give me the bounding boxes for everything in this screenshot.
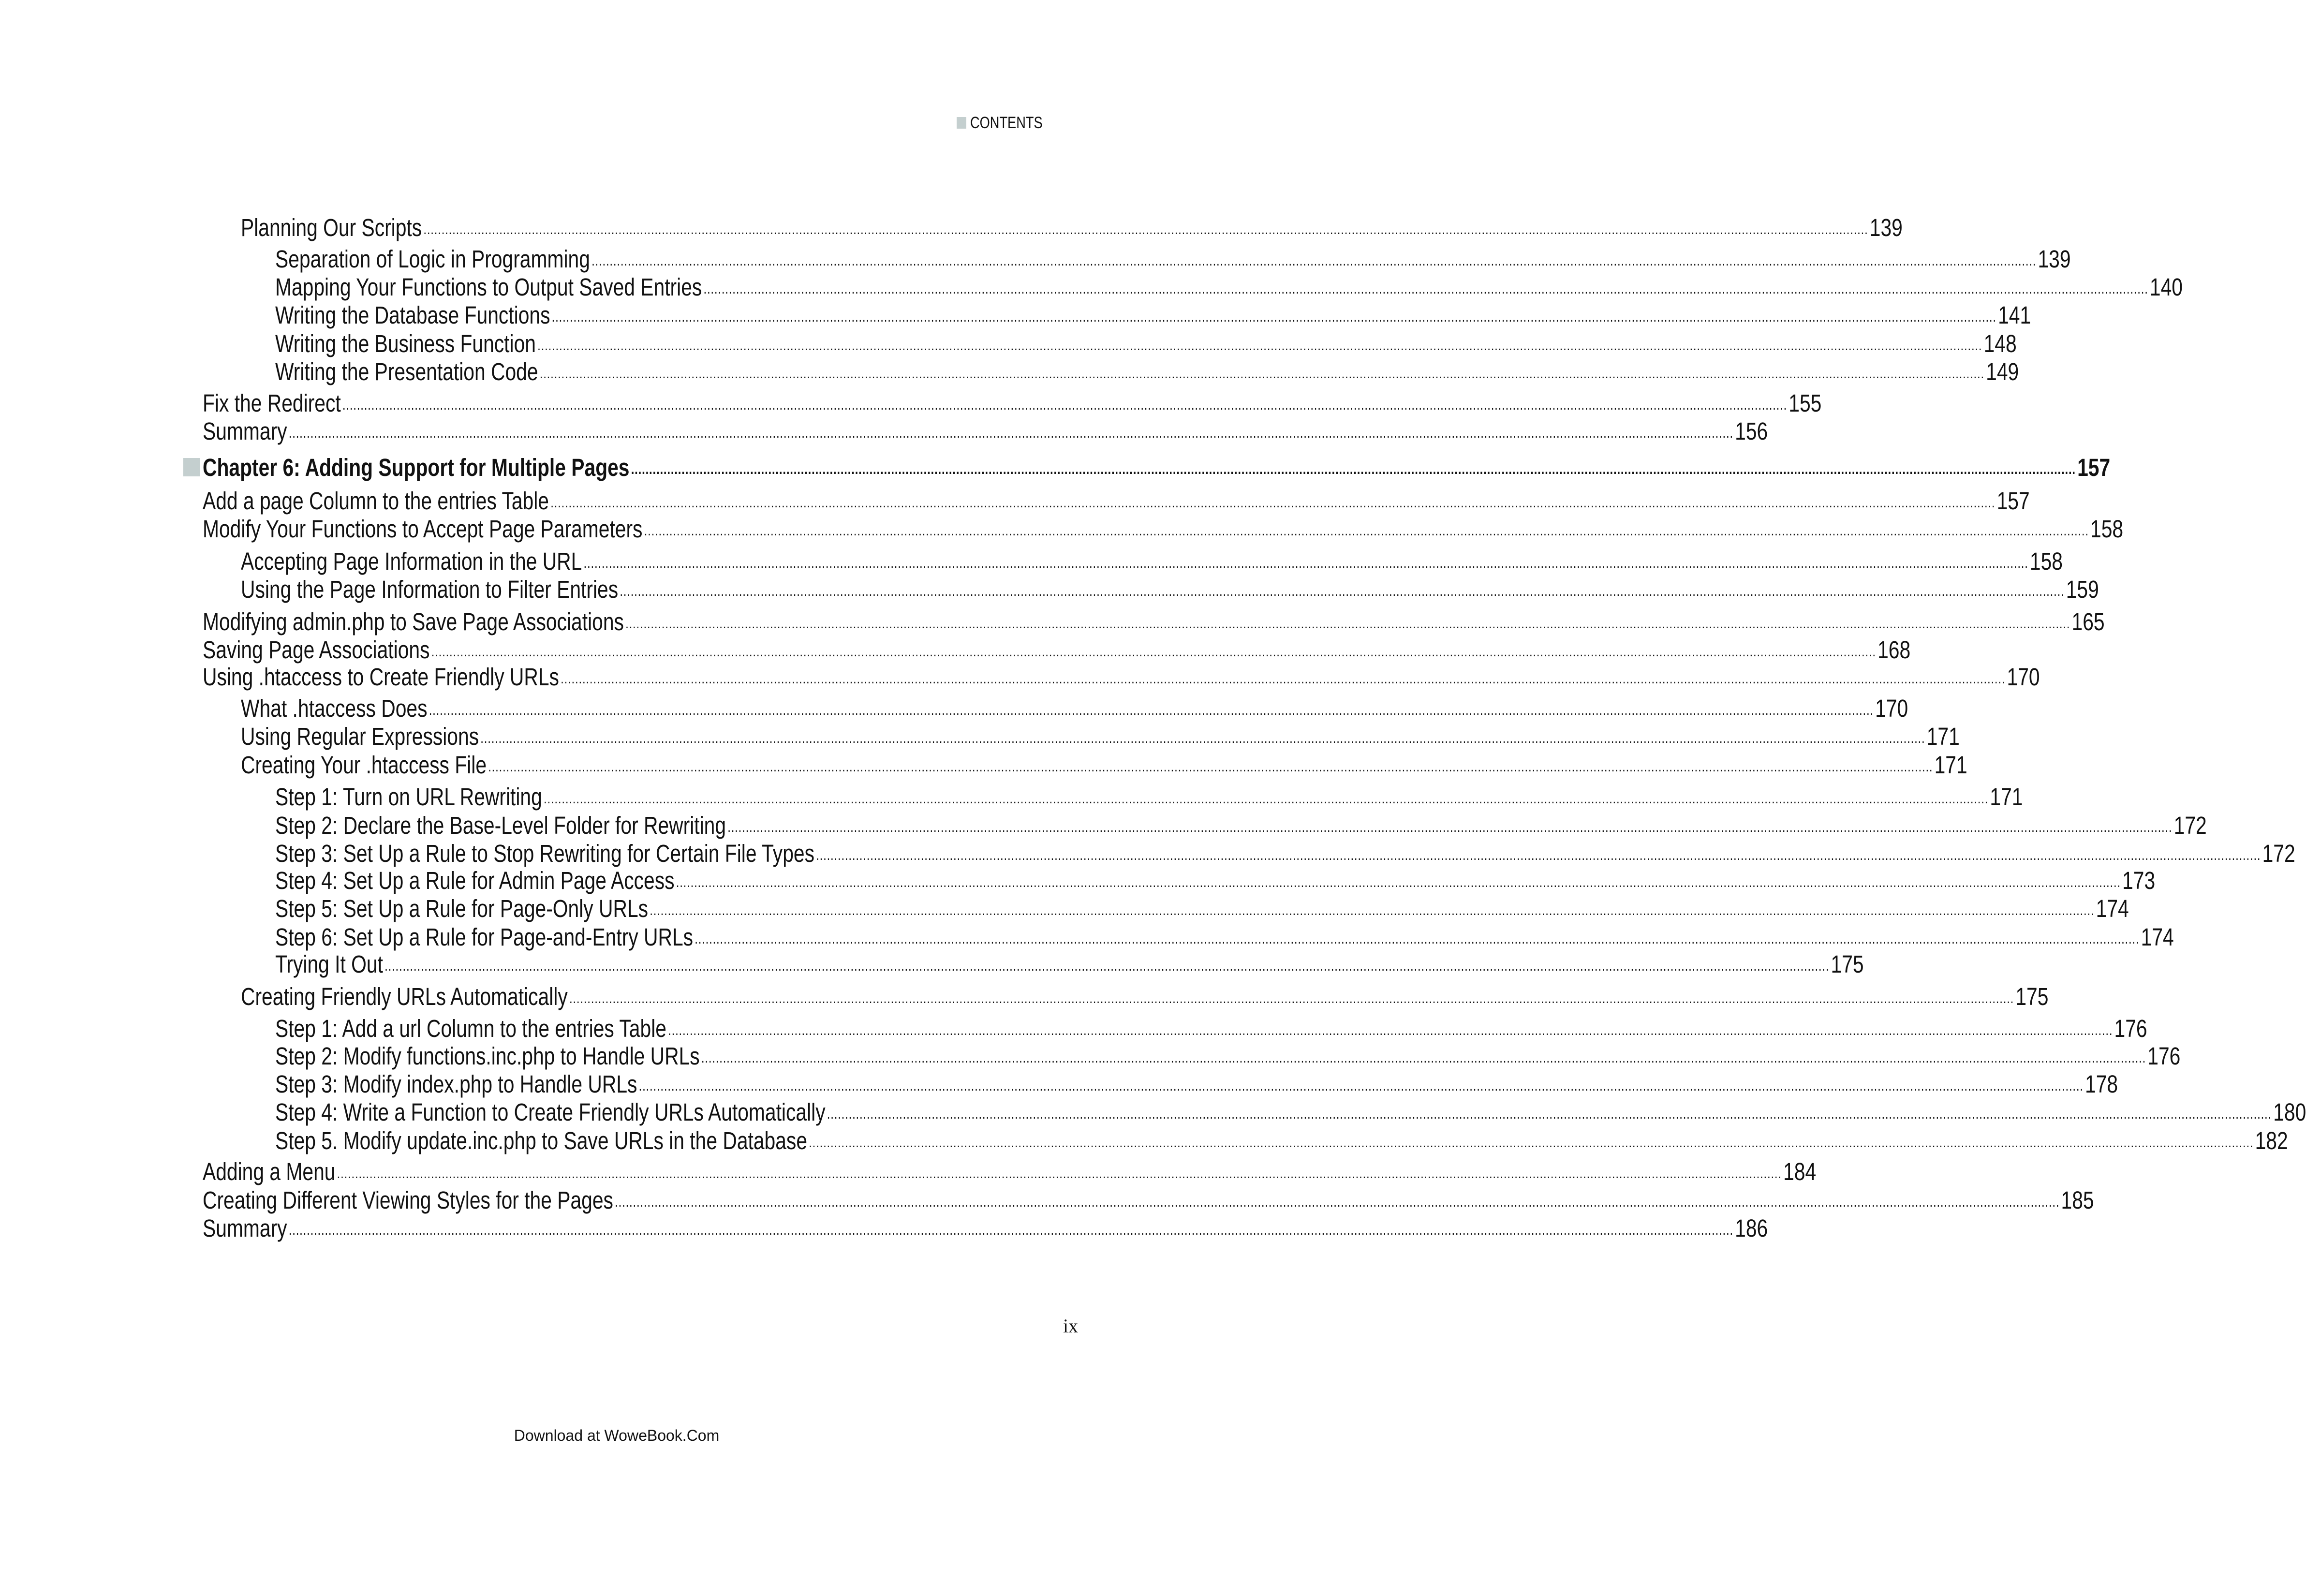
toc-entry[interactable] [203,607,2105,636]
toc-entry[interactable] [241,213,1903,242]
dot-leader: ................................................................................................................................................................................................................................................................................................................................................................................................................ [539,366,1984,382]
toc-entry-page: 159 [2066,576,2099,603]
dot-leader: ................................................................................................................................................................................................................................................................................................................................................................................................................ [288,1222,1733,1238]
running-title: CONTENTS [970,113,1043,132]
toc-entry-line [203,453,2111,482]
dot-leader: ................................................................................................................................................................................................................................................................................................................................................................................................................ [561,671,2006,687]
dot-leader: ................................................................................................................................................................................................................................................................................................................................................................................................................ [625,616,2070,632]
dot-leader: ................................................................................................................................................................................................................................................................................................................................................................................................................ [288,425,1733,441]
toc-entry[interactable] [241,547,2063,576]
toc-entry-line [203,515,2124,544]
toc-entry[interactable] [241,575,2099,604]
toc-entry-title: Add a page Column to the entries Table [203,487,549,515]
toc-entry[interactable] [203,389,1822,418]
chapter-entry[interactable] [203,453,2111,482]
toc-entry[interactable] [275,1126,2288,1155]
toc-entry-page: 172 [2262,840,2295,867]
toc-entry-line [203,607,2105,636]
toc-entry-page: 141 [1998,301,2031,329]
toc-entry-title: Step 1: Add a url Column to the entries Table [275,1015,666,1042]
toc-entry-page: 174 [2096,895,2129,922]
toc-entry[interactable] [203,417,1768,446]
toc-entry[interactable] [275,273,2183,302]
toc-entry[interactable] [275,1098,2306,1127]
toc-entry-line [275,273,2183,302]
dot-leader: ................................................................................................................................................................................................................................................................................................................................................................................................................ [544,791,1989,807]
toc-entry-title: Step 5: Set Up a Rule for Page-Only URLs [275,895,649,922]
toc-entry-title: Step 4: Set Up a Rule for Admin Page Access [275,867,675,894]
toc-entry-title: Using .htaccess to Create Friendly URLs [203,663,559,691]
toc-entry-page: 182 [2255,1127,2288,1154]
toc-entry-line [203,1157,1817,1186]
dot-leader: ................................................................................................................................................................................................................................................................................................................................................................................................................ [550,495,1996,511]
dot-leader: ................................................................................................................................................................................................................................................................................................................................................................................................................ [569,990,2014,1006]
toc-entry-title: Step 3: Set Up a Rule to Stop Rewriting for Certain File Types [275,840,814,867]
toc-entry[interactable] [275,866,2156,895]
toc-entry-page: 184 [1783,1158,1817,1185]
toc-entry-line [275,811,2207,840]
toc-entry-page: 176 [2114,1015,2147,1042]
dot-leader: ................................................................................................................................................................................................................................................................................................................................................................................................................ [816,847,2261,863]
toc-entry-line [241,213,1903,242]
toc-entry-line [275,1014,2147,1043]
dot-leader: ................................................................................................................................................................................................................................................................................................................................................................................................................ [423,222,1868,237]
toc-entry-page: 178 [2085,1070,2118,1098]
dot-leader: ................................................................................................................................................................................................................................................................................................................................................................................................................ [429,702,1874,718]
toc-entry-line [203,1214,1768,1243]
dot-leader: ................................................................................................................................................................................................................................................................................................................................................................................................................ [431,644,1876,660]
toc-entry-page: 171 [1934,751,1967,779]
dot-leader: ................................................................................................................................................................................................................................................................................................................................................................................................................ [631,461,2076,477]
toc-entry-title: Using Regular Expressions [241,723,479,750]
toc-entry-page: 156 [1735,417,1768,445]
dot-leader: ................................................................................................................................................................................................................................................................................................................................................................................................................ [650,902,2095,918]
toc-entry-line [275,950,1864,979]
toc-entry-line [275,245,2071,274]
toc-entry-title: Separation of Logic in Programming [275,245,590,273]
toc-entry[interactable] [203,1214,1768,1243]
toc-entry-title: Summary [203,417,287,445]
toc-entry-line [275,894,2129,923]
toc-entry-line [241,575,2099,604]
toc-entry-title: Summary [203,1214,287,1242]
toc-entry[interactable] [203,1157,1817,1186]
toc-entry-page: 180 [2273,1098,2306,1126]
toc-entry-line [241,722,1960,751]
toc-entry[interactable] [241,694,1908,723]
toc-entry-title: Planning Our Scripts [241,214,422,241]
toc-entry-title: Writing the Presentation Code [275,358,538,385]
toc-entry[interactable] [203,1186,2094,1215]
toc-entry[interactable] [275,357,2019,386]
toc-entry-page: 171 [1990,783,2023,811]
toc-entry-title: Step 2: Declare the Base-Level Folder for Rewriting [275,812,726,839]
toc-entry[interactable] [241,982,2049,1011]
toc-entry-title: Step 5. Modify update.inc.php to Save URLs in the Database [275,1127,808,1154]
toc-entry-page: 158 [2090,515,2124,543]
toc-entry-page: 173 [2122,867,2156,894]
dot-leader: ................................................................................................................................................................................................................................................................................................................................................................................................................ [551,309,1996,325]
toc-entry-page: 158 [2029,547,2063,575]
toc-entry[interactable] [275,1042,2181,1071]
toc-entry-line [203,663,2040,692]
dot-leader: ................................................................................................................................................................................................................................................................................................................................................................................................................ [727,819,2173,835]
toc-entry-title: Chapter 6: Adding Support for Multiple Pages [203,454,630,481]
toc-entry-title: Creating Friendly URLs Automatically [241,983,568,1010]
toc-entry-line [275,1070,2118,1099]
toc-entry[interactable] [203,515,2124,544]
toc-entry-title: Step 6: Set Up a Rule for Page-and-Entry URLs [275,923,694,951]
toc-entry[interactable] [275,923,2174,952]
dot-leader: ................................................................................................................................................................................................................................................................................................................................................................................................................ [668,1022,2113,1038]
running-header [957,113,1061,133]
toc-entry-line [203,487,2030,516]
toc-entry-title: Modify Your Functions to Accept Page Parameters [203,515,643,543]
toc-entry-line [203,1186,2094,1215]
toc-entry-line [241,751,1967,780]
toc-entry-page: 170 [2007,663,2040,691]
dot-leader: ................................................................................................................................................................................................................................................................................................................................................................................................................ [638,1078,2084,1094]
toc-entry[interactable] [275,245,2071,274]
dot-leader: ................................................................................................................................................................................................................................................................................................................................................................................................................ [591,253,2037,269]
toc-entry[interactable] [275,839,2295,868]
toc-entry-page: 185 [2061,1186,2094,1214]
toc-entry-title: Mapping Your Functions to Output Saved Entries [275,273,702,301]
dot-leader: ................................................................................................................................................................................................................................................................................................................................................................................................................ [620,583,2065,599]
dot-leader: ................................................................................................................................................................................................................................................................................................................................................................................................................ [384,958,1830,974]
toc-entry-page: 170 [1875,695,1908,722]
dot-leader: ................................................................................................................................................................................................................................................................................................................................................................................................................ [644,523,2089,539]
toc-entry-title: Creating Different Viewing Styles for the Pages [203,1186,613,1214]
toc-entry-title: Using the Page Information to Filter Entries [241,576,619,603]
toc-entry-title: Step 4: Write a Function to Create Friendly URLs Automatically [275,1098,826,1126]
dot-leader: ................................................................................................................................................................................................................................................................................................................................................................................................................ [342,397,1788,413]
toc-entry-line [275,866,2156,895]
dot-leader: ................................................................................................................................................................................................................................................................................................................................................................................................................ [703,281,2148,297]
toc-entry[interactable] [275,329,2017,358]
toc-entry[interactable] [203,487,2030,516]
toc-entry-page: 148 [1983,330,2017,357]
dot-leader: ................................................................................................................................................................................................................................................................................................................................................................................................................ [676,874,2121,890]
toc-entry-title: Modifying admin.php to Save Page Associations [203,608,624,635]
toc-entry-title: Step 1: Turn on URL Rewriting [275,783,542,811]
toc-entry[interactable] [203,663,2040,692]
toc-entry[interactable] [203,635,1911,665]
dot-leader: ................................................................................................................................................................................................................................................................................................................................................................................................................ [695,931,2140,947]
toc-entry-line [203,389,1822,418]
toc-entry[interactable] [275,950,1864,979]
chapter-marker-icon [183,458,200,476]
dot-leader: ................................................................................................................................................................................................................................................................................................................................................................................................................ [337,1166,1782,1182]
toc-entry-title: Saving Page Associations [203,636,430,664]
toc-entry-line [241,982,2049,1011]
toc-entry-title: Adding a Menu [203,1158,336,1185]
toc-entry-title: Writing the Database Functions [275,301,550,329]
toc-entry-page: 139 [2038,245,2071,273]
toc-entry-line [275,357,2019,386]
toc-entry-page: 168 [1877,636,1911,664]
toc-entry-title: Creating Your .htaccess File [241,751,487,779]
toc-entry-line [275,1098,2306,1127]
toc-entry-line [275,839,2295,868]
header-marker-icon [957,117,966,129]
toc-entry-line [203,635,1911,665]
toc-entry-title: Step 2: Modify functions.inc.php to Handle URLs [275,1042,700,1070]
toc-entry[interactable] [275,1014,2147,1043]
toc-entry-page: 175 [1831,950,1864,978]
toc-entry-page: 171 [1926,723,1960,750]
dot-leader: ................................................................................................................................................................................................................................................................................................................................................................................................................ [701,1050,2146,1066]
footer-text: Download at WoweBook.Com [514,1427,720,1444]
dot-leader: ................................................................................................................................................................................................................................................................................................................................................................................................................ [583,555,2028,571]
toc-entry-title: Fix the Redirect [203,389,341,417]
dot-leader: ................................................................................................................................................................................................................................................................................................................................................................................................................ [488,759,1933,775]
toc-entry-line [275,301,2031,330]
toc-entry-title: What .htaccess Does [241,695,428,722]
toc-entry-page: 174 [2141,923,2174,951]
toc-entry[interactable] [275,894,2129,923]
toc-entry-title: Accepting Page Information in the URL [241,547,582,575]
toc-entry-page: 157 [2077,454,2111,481]
toc-entry-line [275,783,2023,812]
toc-entry-page: 172 [2173,812,2207,839]
toc-entry-page: 186 [1735,1214,1768,1242]
dot-leader: ................................................................................................................................................................................................................................................................................................................................................................................................................ [827,1106,2272,1122]
toc-entry-title: Trying It Out [275,950,383,978]
toc-entry-page: 165 [2071,608,2105,635]
toc-entry-line [275,1126,2288,1155]
toc-entry-title: Step 3: Modify index.php to Handle URLs [275,1070,637,1098]
toc-entry-line [275,1042,2181,1071]
toc-entry-page: 139 [1869,214,1903,241]
toc-entry-title: Writing the Business Function [275,330,536,357]
dot-leader: ................................................................................................................................................................................................................................................................................................................................................................................................................ [809,1135,2254,1151]
toc-entry-line [241,547,2063,576]
toc-entry-line [203,417,1768,446]
toc-entry-page: 175 [2015,983,2049,1010]
dot-leader: ................................................................................................................................................................................................................................................................................................................................................................................................................ [480,730,1925,746]
dot-leader: ................................................................................................................................................................................................................................................................................................................................................................................................................ [537,338,1982,354]
toc-entry-page: 176 [2147,1042,2181,1070]
toc-entry-page: 155 [1789,389,1822,417]
toc-entry[interactable] [241,751,1967,780]
toc-entry-line [275,329,2017,358]
toc-entry[interactable] [241,722,1960,751]
toc-entry-line [241,694,1908,723]
dot-leader: ................................................................................................................................................................................................................................................................................................................................................................................................................ [615,1194,2060,1210]
toc-entry[interactable] [275,301,2031,330]
toc-entry[interactable] [275,783,2023,812]
toc-entry-page: 140 [2149,273,2183,301]
page-number: ix [1063,1315,1079,1337]
toc-entry[interactable] [275,1070,2118,1099]
toc-entry-line [275,923,2174,952]
toc-entry-page: 157 [1996,487,2030,515]
toc-entry[interactable] [275,811,2207,840]
toc-entry-page: 149 [1986,358,2019,385]
